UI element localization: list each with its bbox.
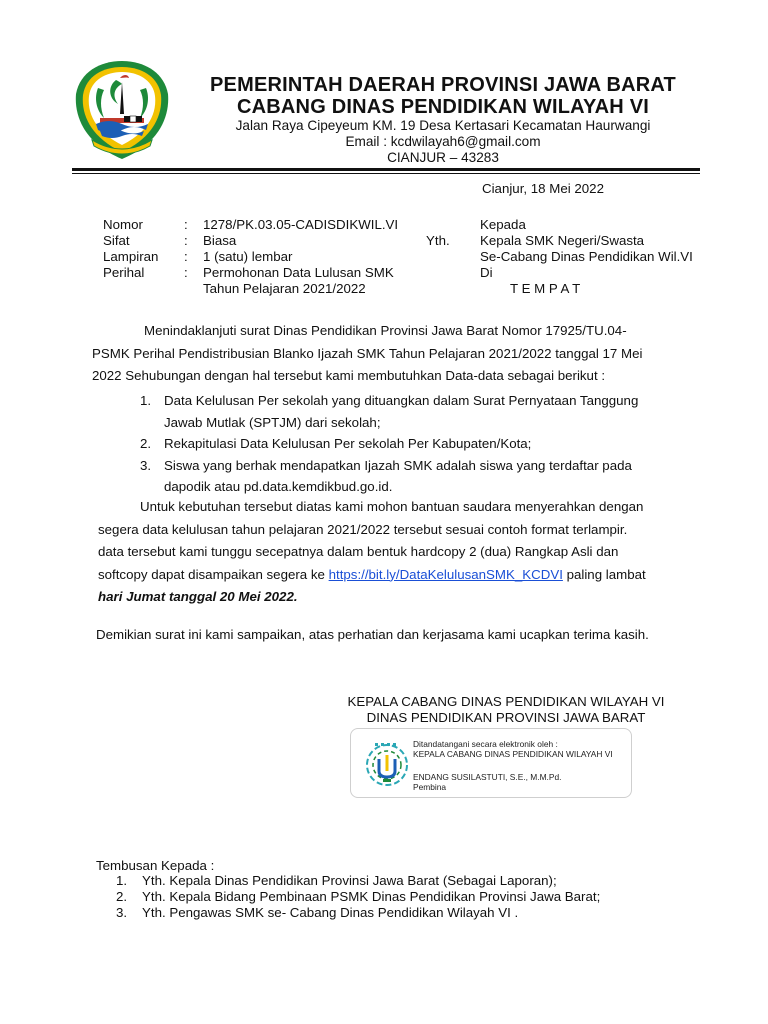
signer-rank: Pembina [413,782,447,792]
intro-line2: PSMK Perihal Pendistribusian Blanko Ijazah SMK Tahun Pelajaran 2021/2022 tanggal 17 Mei [92,345,643,361]
recipient-line1: Kepala SMK Negeri/Swasta [480,233,645,248]
letterhead-email: Email : kcdwilayah6@gmail.com [345,134,541,149]
intro-line1: Menindaklanjuti surat Dinas Pendidikan Provinsi Jawa Barat Nomor 17925/TU.04- [144,323,627,338]
cc-heading: Tembusan Kepada : [96,858,215,873]
meta-value-nomor: 1278/PK.03.05-CADISDIKWIL.VI [203,217,399,232]
list-text: Rekapitulasi Data Kelulusan Per sekolah Per Kabupaten/Kota; [164,436,532,451]
esign-emblem-icon [359,735,415,793]
meta-colon: : [184,249,188,264]
cc-number: 3. [116,905,128,920]
list-item [140,433,714,455]
list-text: Data Kelulusan Per sekolah yang dituangkan dalam Surat Pernyataan Tanggung [164,393,639,408]
data-kelulusan-link[interactable]: https://bit.ly/DataKelulusanSMK_KCDVI [328,566,563,582]
list-item [140,390,714,433]
meta-value-sifat: Biasa [203,233,237,248]
electronic-signature-box [350,728,632,798]
recipient-di: Di [480,265,493,280]
request-line3: data tersebut kami tunggu secepatnya dalam bentuk hardcopy 2 (dua) Rangkap Asli dan [98,544,619,559]
list-number: 1. [140,393,152,408]
list-item [140,455,714,498]
cc-list [116,873,600,921]
cc-text: Yth. Kepala Dinas Pendidikan Provinsi Jawa Barat (Sebagai Laporan); [142,873,557,888]
letterhead-title-line2: CABANG DINAS PENDIDIKAN WILAYAH VI [236,96,650,118]
cc-text: Yth. Pengawas SMK se- Cabang Dinas Pendidikan Wilayah VI . [142,905,519,920]
list-text-cont: Jawab Mutlak (SPTJM) dari sekolah; [164,414,381,430]
meta-label-perihal: Perihal [103,265,145,280]
cc-item [116,873,600,889]
list-number: 2. [140,436,152,451]
cc-item [116,905,600,921]
list-number: 3. [140,457,152,473]
letter-date: Cianjur, 18 Mei 2022 [482,181,604,196]
list-text: Siswa yang berhak mendapatkan Ijazah SMK adalah siswa yang terdaftar pada [164,457,632,473]
esign-label: Ditandatangani secara elektronik oleh : [413,739,558,749]
signer-name: ENDANG SUSILASTUTI, S.E., M.M.Pd. [413,772,562,782]
header-rule-thick [72,168,700,171]
cc-item [116,889,600,905]
header-rule-thin [72,173,700,174]
letterhead-address: Jalan Raya Cipeyeum KM. 19 Desa Kertasari Kecamatan Haurwangi [235,118,651,133]
request-line4-pre: softcopy dapat disampaikan segera ke [98,566,329,582]
cc-text: Yth. Kepala Bidang Pembinaan PSMK Dinas Pendidikan Provinsi Jawa Barat; [142,889,601,904]
meta-colon: : [184,265,188,280]
signature-title-line2: DINAS PENDIDIKAN PROVINSI JAWA BARAT [366,710,646,725]
letterhead-title-line1: PEMERINTAH DAERAH PROVINSI JAWA BARAT [210,74,676,96]
meta-value-perihal-line2: Tahun Pelajaran 2021/2022 [203,281,366,296]
list-text-cont: dapodik atau pd.data.kemdikbud.go.id. [164,479,393,494]
meta-value-lampiran: 1 (satu) lembar [203,249,293,264]
body-request [98,496,714,609]
cc-number: 2. [116,889,128,904]
body-intro [92,320,714,388]
signature-title-line1: KEPALA CABANG DINAS PENDIDIKAN WILAYAH VI [347,694,665,709]
request-line4-post: paling lambat [562,566,646,582]
request-line2: segera data kelulusan tahun pelajaran 2021/2022 tersebut sesuai contoh format terlampir. [98,521,628,537]
meta-label-nomor: Nomor [103,217,143,232]
intro-line3: 2022 Sehubungan dengan hal tersebut kami membutuhkan Data-data sebagai berikut : [92,368,606,383]
request-list [140,390,714,498]
meta-label-lampiran: Lampiran [103,249,159,264]
province-logo [72,58,172,162]
deadline-text: hari Jumat tanggal 20 Mei 2022. [98,589,298,604]
request-line4 [98,564,714,587]
recipient-tempat: T E M P A T [510,281,581,296]
meta-label-sifat: Sifat [103,233,130,248]
recipient-line2: Se-Cabang Dinas Pendidikan Wil.VI [480,249,693,264]
cc-number: 1. [116,873,128,888]
letterhead-city: CIANJUR – 43283 [387,150,499,165]
meta-colon: : [184,217,188,232]
closing-text: Demikian surat ini kami sampaikan, atas perhatian dan kerjasama kami ucapkan terima kasih. [96,627,649,642]
recipient-yth: Yth. [426,233,450,248]
meta-colon: : [184,233,188,248]
request-line1: Untuk kebutuhan tersebut diatas kami mohon bantuan saudara menyerahkan dengan [140,499,644,514]
esign-position: KEPALA CABANG DINAS PENDIDIKAN WILAYAH VI [413,749,613,759]
meta-value-perihal: Permohonan Data Lulusan SMK [203,265,394,280]
recipient-kepada: Kepada [480,217,526,232]
